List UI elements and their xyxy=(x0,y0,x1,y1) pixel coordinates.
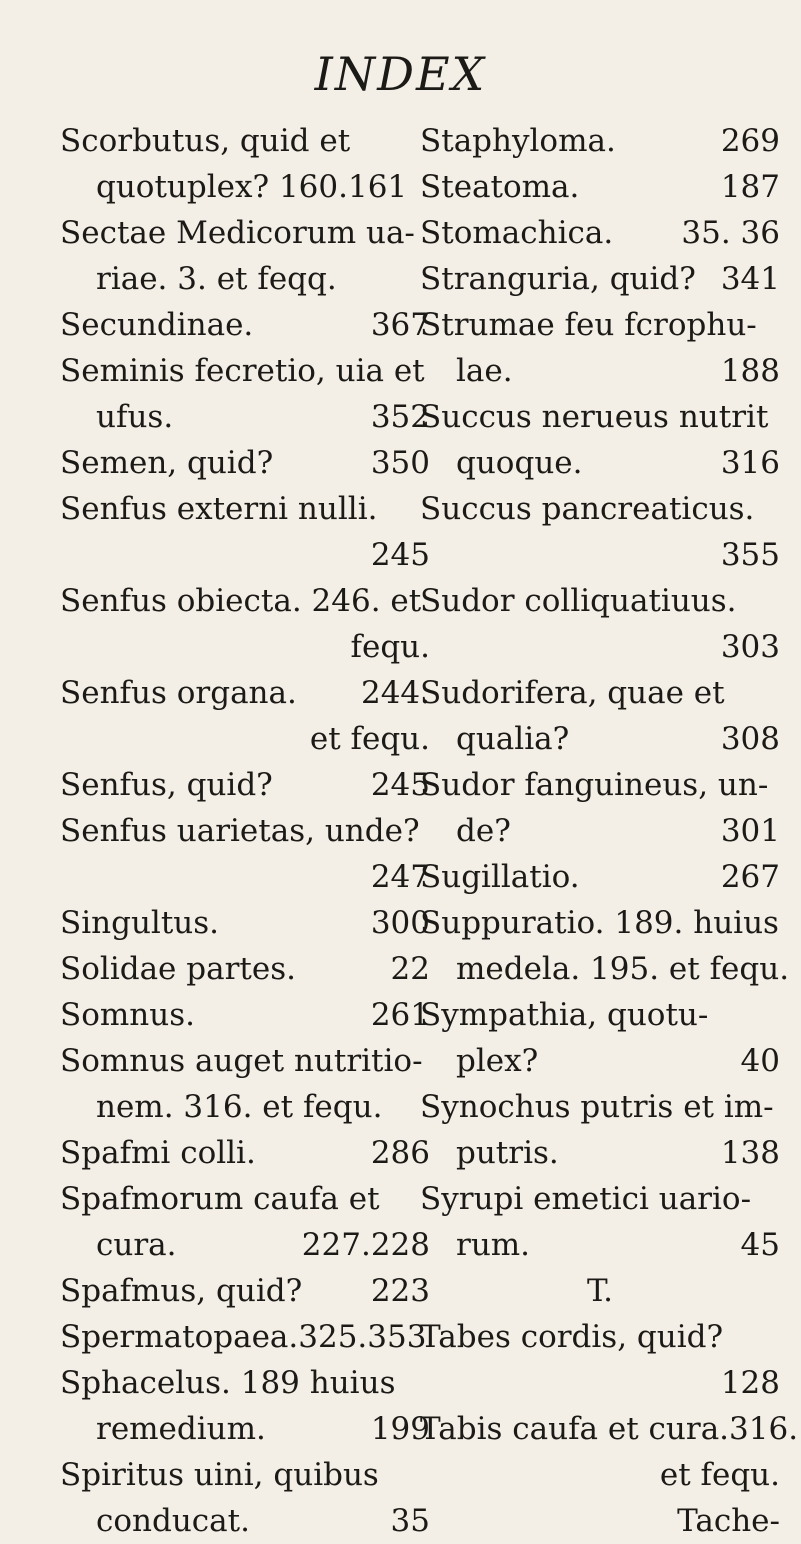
index-entry xyxy=(60,1130,430,1176)
index-entry xyxy=(420,762,780,808)
page-reference: 303 xyxy=(720,629,780,665)
page-reference: 188 xyxy=(720,353,780,389)
entry-text: Senfus externi nulli. xyxy=(60,491,378,527)
index-entry xyxy=(420,854,780,900)
entry-text: Semen, quid? xyxy=(60,445,274,481)
entry-text: Succus pancreaticus. xyxy=(420,491,755,527)
index-entry xyxy=(60,486,430,532)
index-entry xyxy=(420,578,780,624)
entry-text: Sectae Medicorum ua- xyxy=(60,215,415,251)
page-reference: 355 xyxy=(720,537,780,573)
index-entry xyxy=(420,394,780,440)
index-entry xyxy=(60,808,430,854)
index-entry xyxy=(420,1130,780,1176)
page-header: INDEX xyxy=(314,47,487,101)
page-reference: 35. 36 xyxy=(681,215,780,251)
entry-text: Seminis fecretio, uia et xyxy=(60,353,425,389)
entry-text: Somnus auget nutritio- xyxy=(60,1043,423,1079)
entry-text: Senfus obiecta. 246. et xyxy=(60,583,422,619)
page-reference: 300 xyxy=(370,905,430,941)
entry-text: Spiritus uini, quibus xyxy=(60,1457,379,1493)
entry-text: Strumae feu fcrophu- xyxy=(420,307,757,343)
index-entry xyxy=(60,1222,430,1268)
right-column xyxy=(420,118,799,1544)
page-reference: 267 xyxy=(720,859,780,895)
page-reference: 245 xyxy=(370,537,430,573)
index-entry xyxy=(420,900,780,946)
page-reference: 316 xyxy=(720,445,780,481)
index-entry xyxy=(60,1314,430,1360)
index-entry xyxy=(420,532,780,578)
page-reference: 245 xyxy=(370,767,430,803)
index-entry xyxy=(60,578,430,624)
index-entry xyxy=(60,164,430,210)
index-entry xyxy=(60,1268,430,1314)
page-reference: 22 xyxy=(390,951,430,987)
index-entry xyxy=(420,210,780,256)
page-reference: 261 xyxy=(370,997,430,1033)
index-entry xyxy=(60,1452,430,1498)
index-entry xyxy=(420,1084,780,1130)
left-column xyxy=(60,118,430,1544)
entry-text: Scorbutus, quid et xyxy=(60,123,351,159)
index-entry xyxy=(420,164,780,210)
index-entry xyxy=(420,440,780,486)
entry-text: Steatoma. xyxy=(420,169,580,205)
entry-text: Tabes cordis, quid? xyxy=(420,1319,724,1355)
entry-text: de? xyxy=(456,813,511,849)
page-reference: 301 xyxy=(720,813,780,849)
index-entry xyxy=(420,1038,780,1084)
entry-text: Senfus uarietas, unde? xyxy=(60,813,420,849)
entry-text: quotuplex? 160.161 xyxy=(96,169,408,205)
index-entry xyxy=(420,486,780,532)
index-entry xyxy=(420,946,790,992)
index-entry xyxy=(60,348,430,394)
index-entry xyxy=(60,1498,430,1544)
index-entry xyxy=(420,118,780,164)
page-reference: fequ. xyxy=(350,629,430,665)
entry-text: Succus nerueus nutrit xyxy=(420,399,769,435)
index-entry xyxy=(420,256,780,302)
index-entry xyxy=(420,1498,780,1544)
entry-text: Suppuratio. 189. huius xyxy=(420,905,779,941)
index-entry xyxy=(60,670,430,716)
index-entry xyxy=(60,118,430,164)
entry-text: Singultus. xyxy=(60,905,220,941)
entry-text: remedium. xyxy=(96,1411,266,1447)
index-entry xyxy=(60,762,430,808)
index-entry xyxy=(60,210,430,256)
index-entry xyxy=(420,1314,780,1360)
entry-text: Senfus, quid? xyxy=(60,767,273,803)
index-entry xyxy=(420,1452,780,1498)
entry-text: Staphyloma. xyxy=(420,123,616,159)
entry-text: Sympathia, quotu- xyxy=(420,997,709,1033)
index-entry xyxy=(420,670,780,716)
section-letter xyxy=(420,1268,780,1314)
entry-text: putris. xyxy=(456,1135,559,1171)
index-entry xyxy=(60,716,430,762)
entry-text: riae. 3. et feqq. xyxy=(96,261,337,297)
page-reference: et fequ. xyxy=(309,721,430,757)
entry-text: Somnus. xyxy=(60,997,195,1033)
entry-text: Stomachica. xyxy=(420,215,614,251)
index-entry xyxy=(420,992,780,1038)
page-reference: 40 xyxy=(740,1043,780,1079)
index-entry xyxy=(60,256,430,302)
entry-text: medela. 195. et fequ. xyxy=(456,951,790,987)
index-entry xyxy=(420,1222,780,1268)
index-entry xyxy=(60,992,430,1038)
index-entry xyxy=(60,1406,430,1452)
page-reference: 35 xyxy=(390,1503,430,1539)
page-reference: 341 xyxy=(720,261,780,297)
page-reference: 227.228 xyxy=(301,1227,430,1263)
index-entry xyxy=(60,302,430,348)
index-entry xyxy=(60,624,430,670)
page-reference: Tache- xyxy=(677,1503,780,1539)
entry-text: Senfus organa. xyxy=(60,675,297,711)
page-reference: 223 xyxy=(370,1273,430,1309)
index-entry xyxy=(60,440,430,486)
entry-text: T. xyxy=(587,1273,613,1309)
page-reference: 128 xyxy=(720,1365,780,1401)
entry-text: Sudor colliquatiuus. xyxy=(420,583,737,619)
entry-text: Solidae partes. xyxy=(60,951,296,987)
entry-text: Sudor fanguineus, un- xyxy=(420,767,769,803)
entry-text: Tabis caufa et cura.316. xyxy=(420,1411,799,1447)
entry-text: nem. 316. et fequ. xyxy=(96,1089,383,1125)
index-entry xyxy=(60,1038,430,1084)
index-entry xyxy=(420,808,780,854)
page-reference: 199 xyxy=(370,1411,430,1447)
entry-text: plex? xyxy=(456,1043,539,1079)
page-reference: 352 xyxy=(370,399,430,435)
index-entry xyxy=(420,1406,799,1452)
page-reference: 45 xyxy=(740,1227,780,1263)
page-reference: 286 xyxy=(370,1135,430,1171)
page-reference: 308 xyxy=(720,721,780,757)
index-entry xyxy=(60,532,430,578)
index-entry xyxy=(60,1360,430,1406)
entry-text: Spafmorum caufa et xyxy=(60,1181,380,1217)
entry-text: qualia? xyxy=(456,721,570,757)
index-entry xyxy=(420,1360,780,1406)
index-entry xyxy=(60,394,430,440)
entry-text: Secundinae. xyxy=(60,307,254,343)
index-entry xyxy=(60,1176,430,1222)
entry-text: lae. xyxy=(456,353,513,389)
index-entry xyxy=(60,1084,430,1130)
entry-text: Spermatopaea.325.353 xyxy=(60,1319,427,1355)
index-entry xyxy=(60,854,430,900)
entry-text: Spafmus, quid? xyxy=(60,1273,303,1309)
entry-text: cura. xyxy=(96,1227,177,1263)
entry-text: ufus. xyxy=(96,399,174,435)
index-entry xyxy=(420,624,780,670)
entry-text: rum. xyxy=(456,1227,531,1263)
page-reference: 269 xyxy=(720,123,780,159)
index-entry xyxy=(60,946,430,992)
page-reference: 350 xyxy=(370,445,430,481)
page-reference: 187 xyxy=(720,169,780,205)
page-reference: 244. xyxy=(360,675,430,711)
entry-text: Sphacelus. 189 huius xyxy=(60,1365,396,1401)
index-entry xyxy=(420,348,780,394)
entry-text: Syrupi emetici uario- xyxy=(420,1181,752,1217)
entry-text: Stranguria, quid? xyxy=(420,261,696,297)
page-reference: 247 xyxy=(370,859,430,895)
entry-text: Sudorifera, quae et xyxy=(420,675,725,711)
entry-text: conducat. xyxy=(96,1503,250,1539)
page-reference: 138 xyxy=(720,1135,780,1171)
index-entry xyxy=(420,302,780,348)
entry-text: Spafmi colli. xyxy=(60,1135,256,1171)
index-entry xyxy=(420,1176,780,1222)
page-reference: 367 xyxy=(370,307,430,343)
entry-text: quoque. xyxy=(456,445,583,481)
entry-text: Sugillatio. xyxy=(420,859,580,895)
index-entry xyxy=(60,900,430,946)
page-reference: et fequ. xyxy=(659,1457,780,1493)
index-entry xyxy=(420,716,780,762)
entry-text: Synochus putris et im- xyxy=(420,1089,774,1125)
